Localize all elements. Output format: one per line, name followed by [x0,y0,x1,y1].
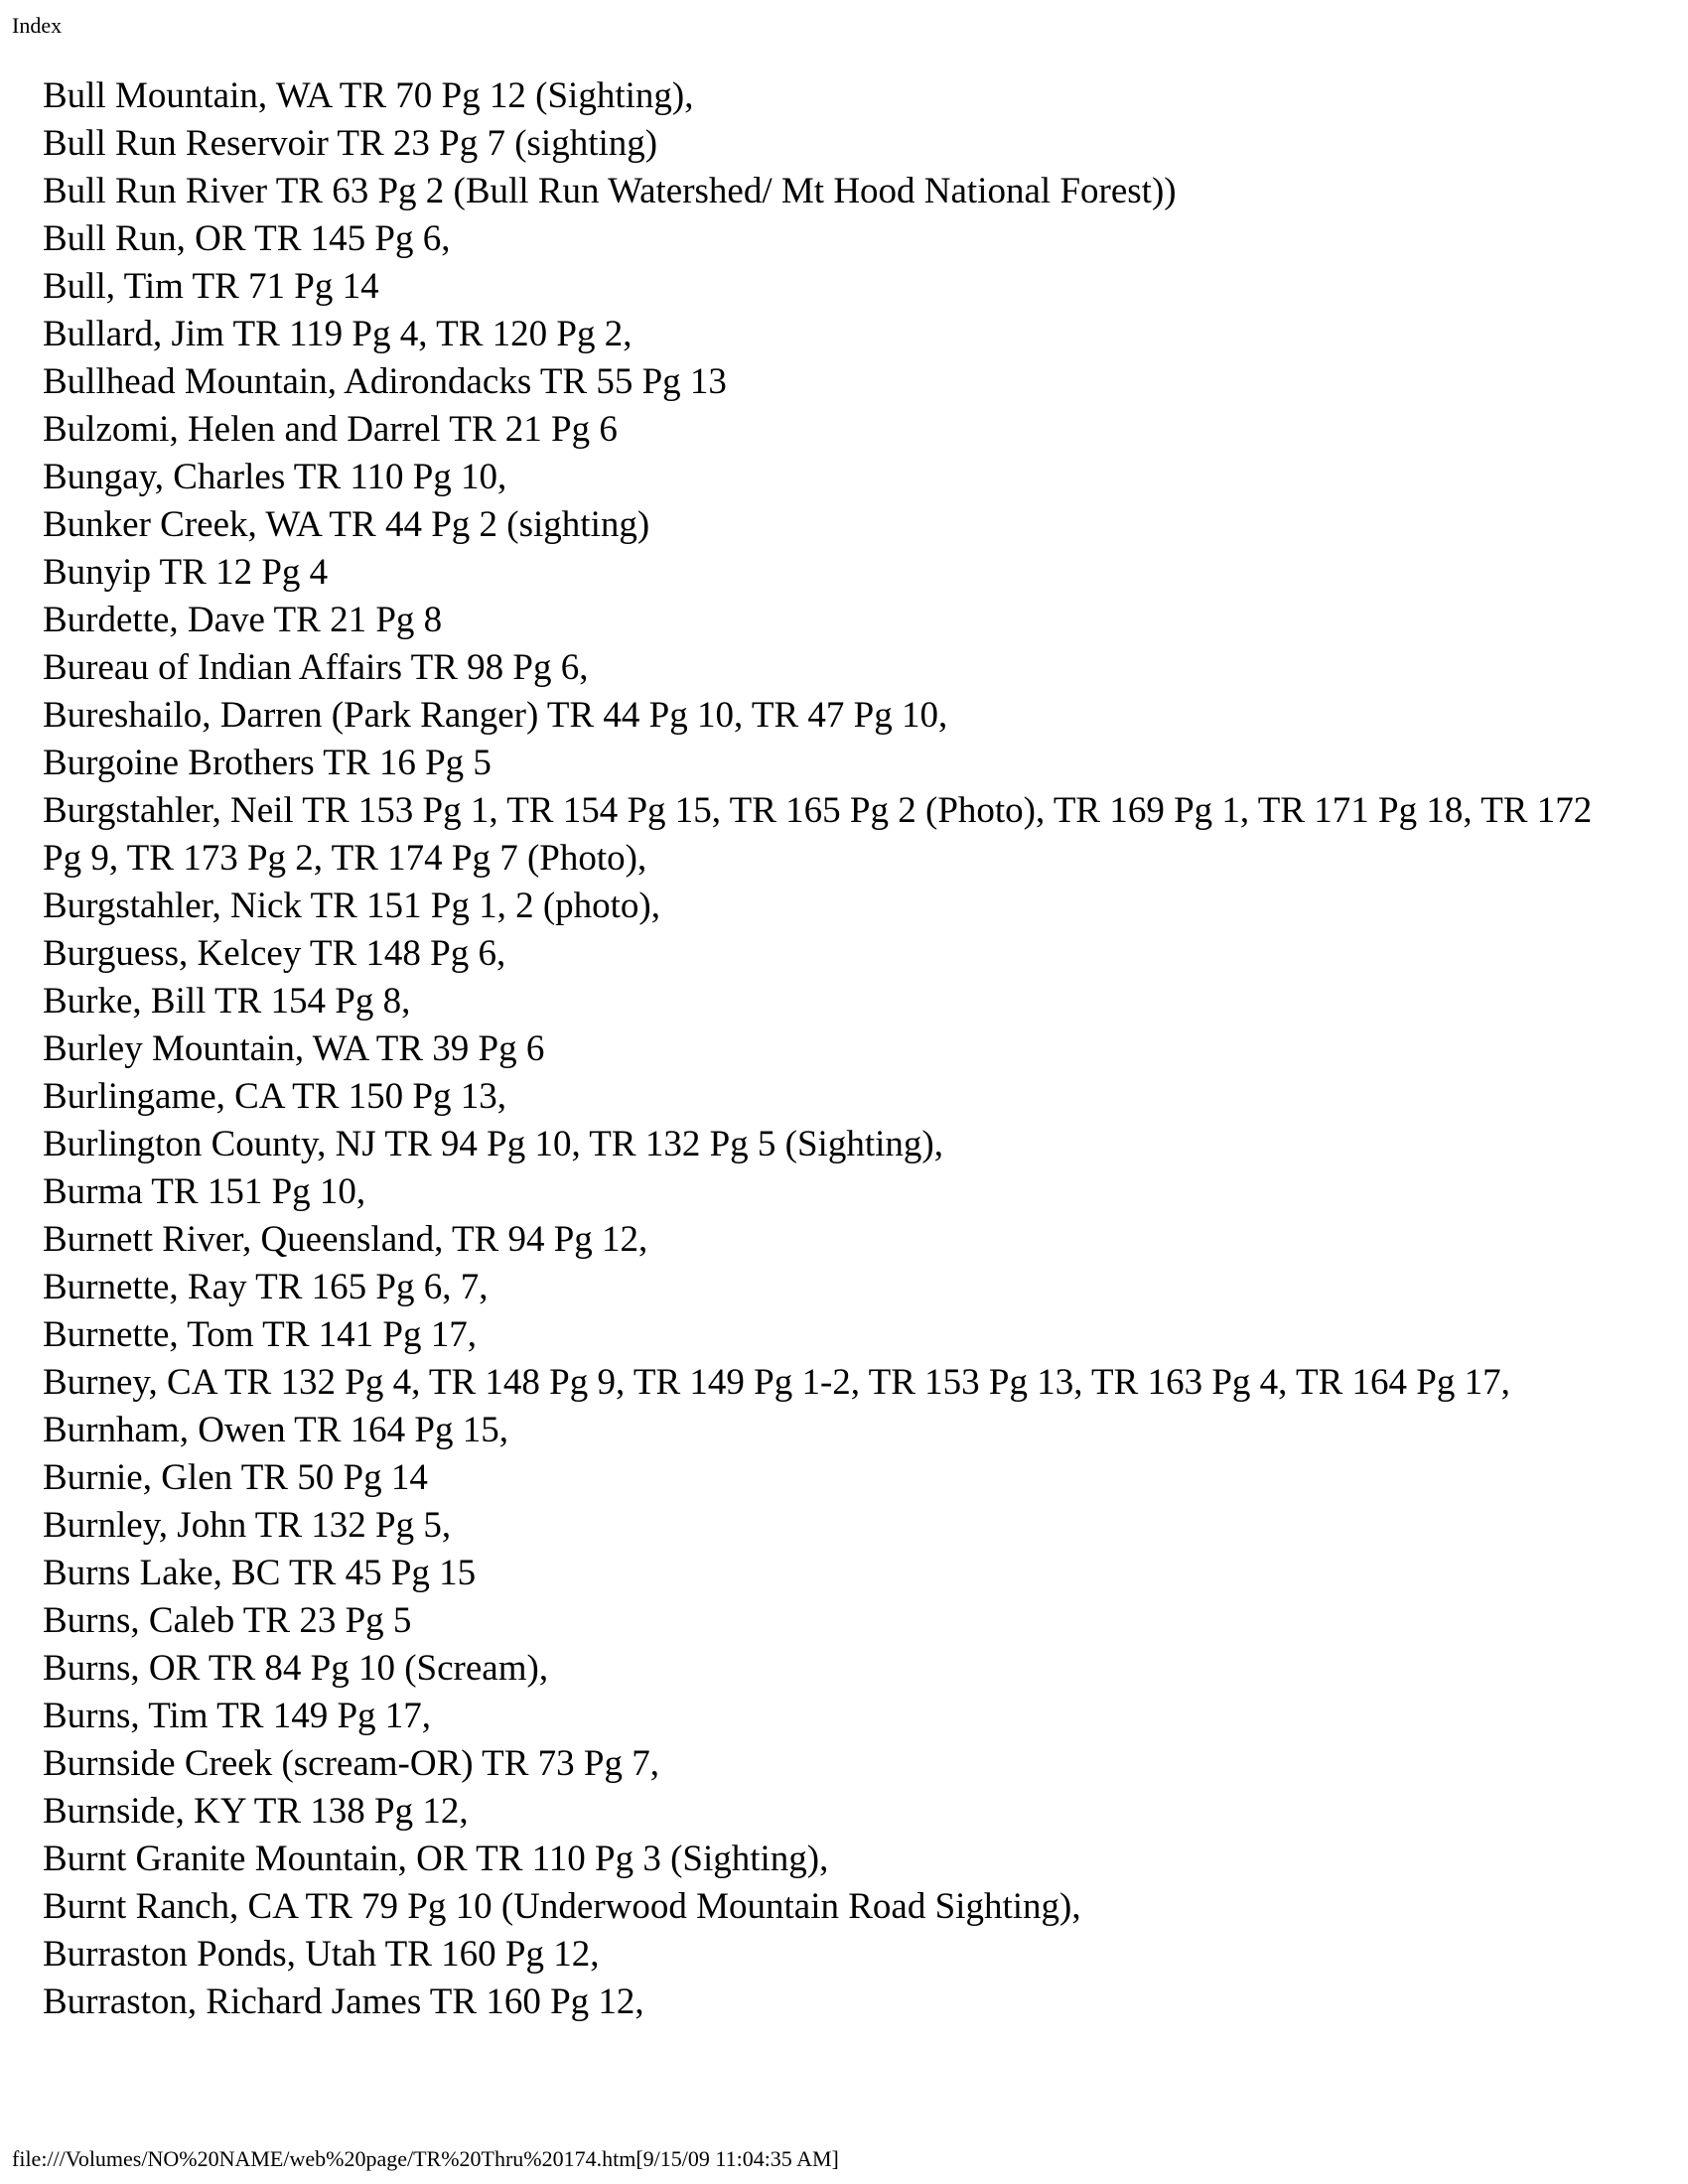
index-entry: Burns, Caleb TR 23 Pg 5 [43,1600,412,1641]
index-entry: Burlingame, CA TR 150 Pg 13, [43,1076,506,1117]
index-entry: Burnt Ranch, CA TR 79 Pg 10 (Underwood Mountain Road Sighting), [43,1886,1081,1927]
index-entry: Burnt Granite Mountain, OR TR 110 Pg 3 (Sighting), [43,1839,829,1879]
index-entry: Burnley, John TR 132 Pg 5, [43,1505,452,1546]
index-entry: Burgoine Brothers TR 16 Pg 5 [43,743,492,783]
index-entry: Burnette, Tom TR 141 Pg 17, [43,1314,477,1355]
index-entry: Burke, Bill TR 154 Pg 8, [43,981,411,1022]
index-entry: Burns Lake, BC TR 45 Pg 15 [43,1553,477,1593]
index-entry: Burraston Ponds, Utah TR 160 Pg 12, [43,1934,600,1975]
index-entry: Burraston, Richard James TR 160 Pg 12, [43,1981,644,2022]
footer-file-path: file:///Volumes/NO%20NAME/web%20page/TR%20Thru%20174.htm[9/15/09 11:04:35 AM] [12,2146,839,2171]
index-entry: Burdette, Dave TR 21 Pg 8 [43,600,443,640]
index-entry: Burgstahler, Neil TR 153 Pg 1, TR 154 Pg 15, TR 165 Pg 2 (Photo), TR 169 Pg 1, TR 171 Pg 18, TR 172 Pg 9, TR 173 Pg 2, TR 174 Pg 7 (Photo), [43,790,1593,879]
index-entry: Bungay, Charles TR 110 Pg 10, [43,457,507,497]
index-entry: Burnside, KY TR 138 Pg 12, [43,1791,469,1832]
index-entry: Burnham, Owen TR 164 Pg 15, [43,1410,509,1450]
index-entry: Burgstahler, Nick TR 151 Pg 1, 2 (photo), [43,886,661,926]
index-entry: Bunyip TR 12 Pg 4 [43,552,329,593]
index-entry: Bureshailo, Darren (Park Ranger) TR 44 Pg 10, TR 47 Pg 10, [43,695,948,736]
index-entry: Burlington County, NJ TR 94 Pg 10, TR 132 Pg 5 (Sighting), [43,1124,943,1164]
index-entry: Burns, Tim TR 149 Pg 17, [43,1696,432,1736]
index-entry: Bunker Creek, WA TR 44 Pg 2 (sighting) [43,504,650,545]
index-entry: Bullard, Jim TR 119 Pg 4, TR 120 Pg 2, [43,314,633,354]
index-entry: Bull Run Reservoir TR 23 Pg 7 (sighting) [43,123,658,164]
index-entry: Burnie, Glen TR 50 Pg 14 [43,1457,428,1498]
page-header-title: Index [12,13,63,38]
index-entry: Burns, OR TR 84 Pg 10 (Scream), [43,1648,549,1689]
index-entry: Burnette, Ray TR 165 Pg 6, 7, [43,1267,489,1307]
index-entry: Bulzomi, Helen and Darrel TR 21 Pg 6 [43,409,618,450]
index-entry-list [43,72,1631,2026]
index-entry: Burma TR 151 Pg 10, [43,1171,366,1212]
index-entry: Bullhead Mountain, Adirondacks TR 55 Pg 13 [43,361,727,402]
index-entry: Burguess, Kelcey TR 148 Pg 6, [43,933,506,974]
index-entry: Bull Run, OR TR 145 Pg 6, [43,218,451,259]
index-entry: Burley Mountain, WA TR 39 Pg 6 [43,1028,545,1069]
index-entry: Burnside Creek (scream-OR) TR 73 Pg 7, [43,1743,660,1784]
index-entry: Burney, CA TR 132 Pg 4, TR 148 Pg 9, TR 149 Pg 1-2, TR 153 Pg 13, TR 163 Pg 4, TR 164 Pg 17, [43,1362,1510,1403]
index-entry: Bull, Tim TR 71 Pg 14 [43,266,379,307]
index-entry: Bureau of Indian Affairs TR 98 Pg 6, [43,647,589,688]
index-entry: Bull Mountain, WA TR 70 Pg 12 (Sighting), [43,75,694,116]
index-entry: Bull Run River TR 63 Pg 2 (Bull Run Watershed/ Mt Hood National Forest)) [43,171,1177,211]
index-entry: Burnett River, Queensland, TR 94 Pg 12, [43,1219,648,1260]
